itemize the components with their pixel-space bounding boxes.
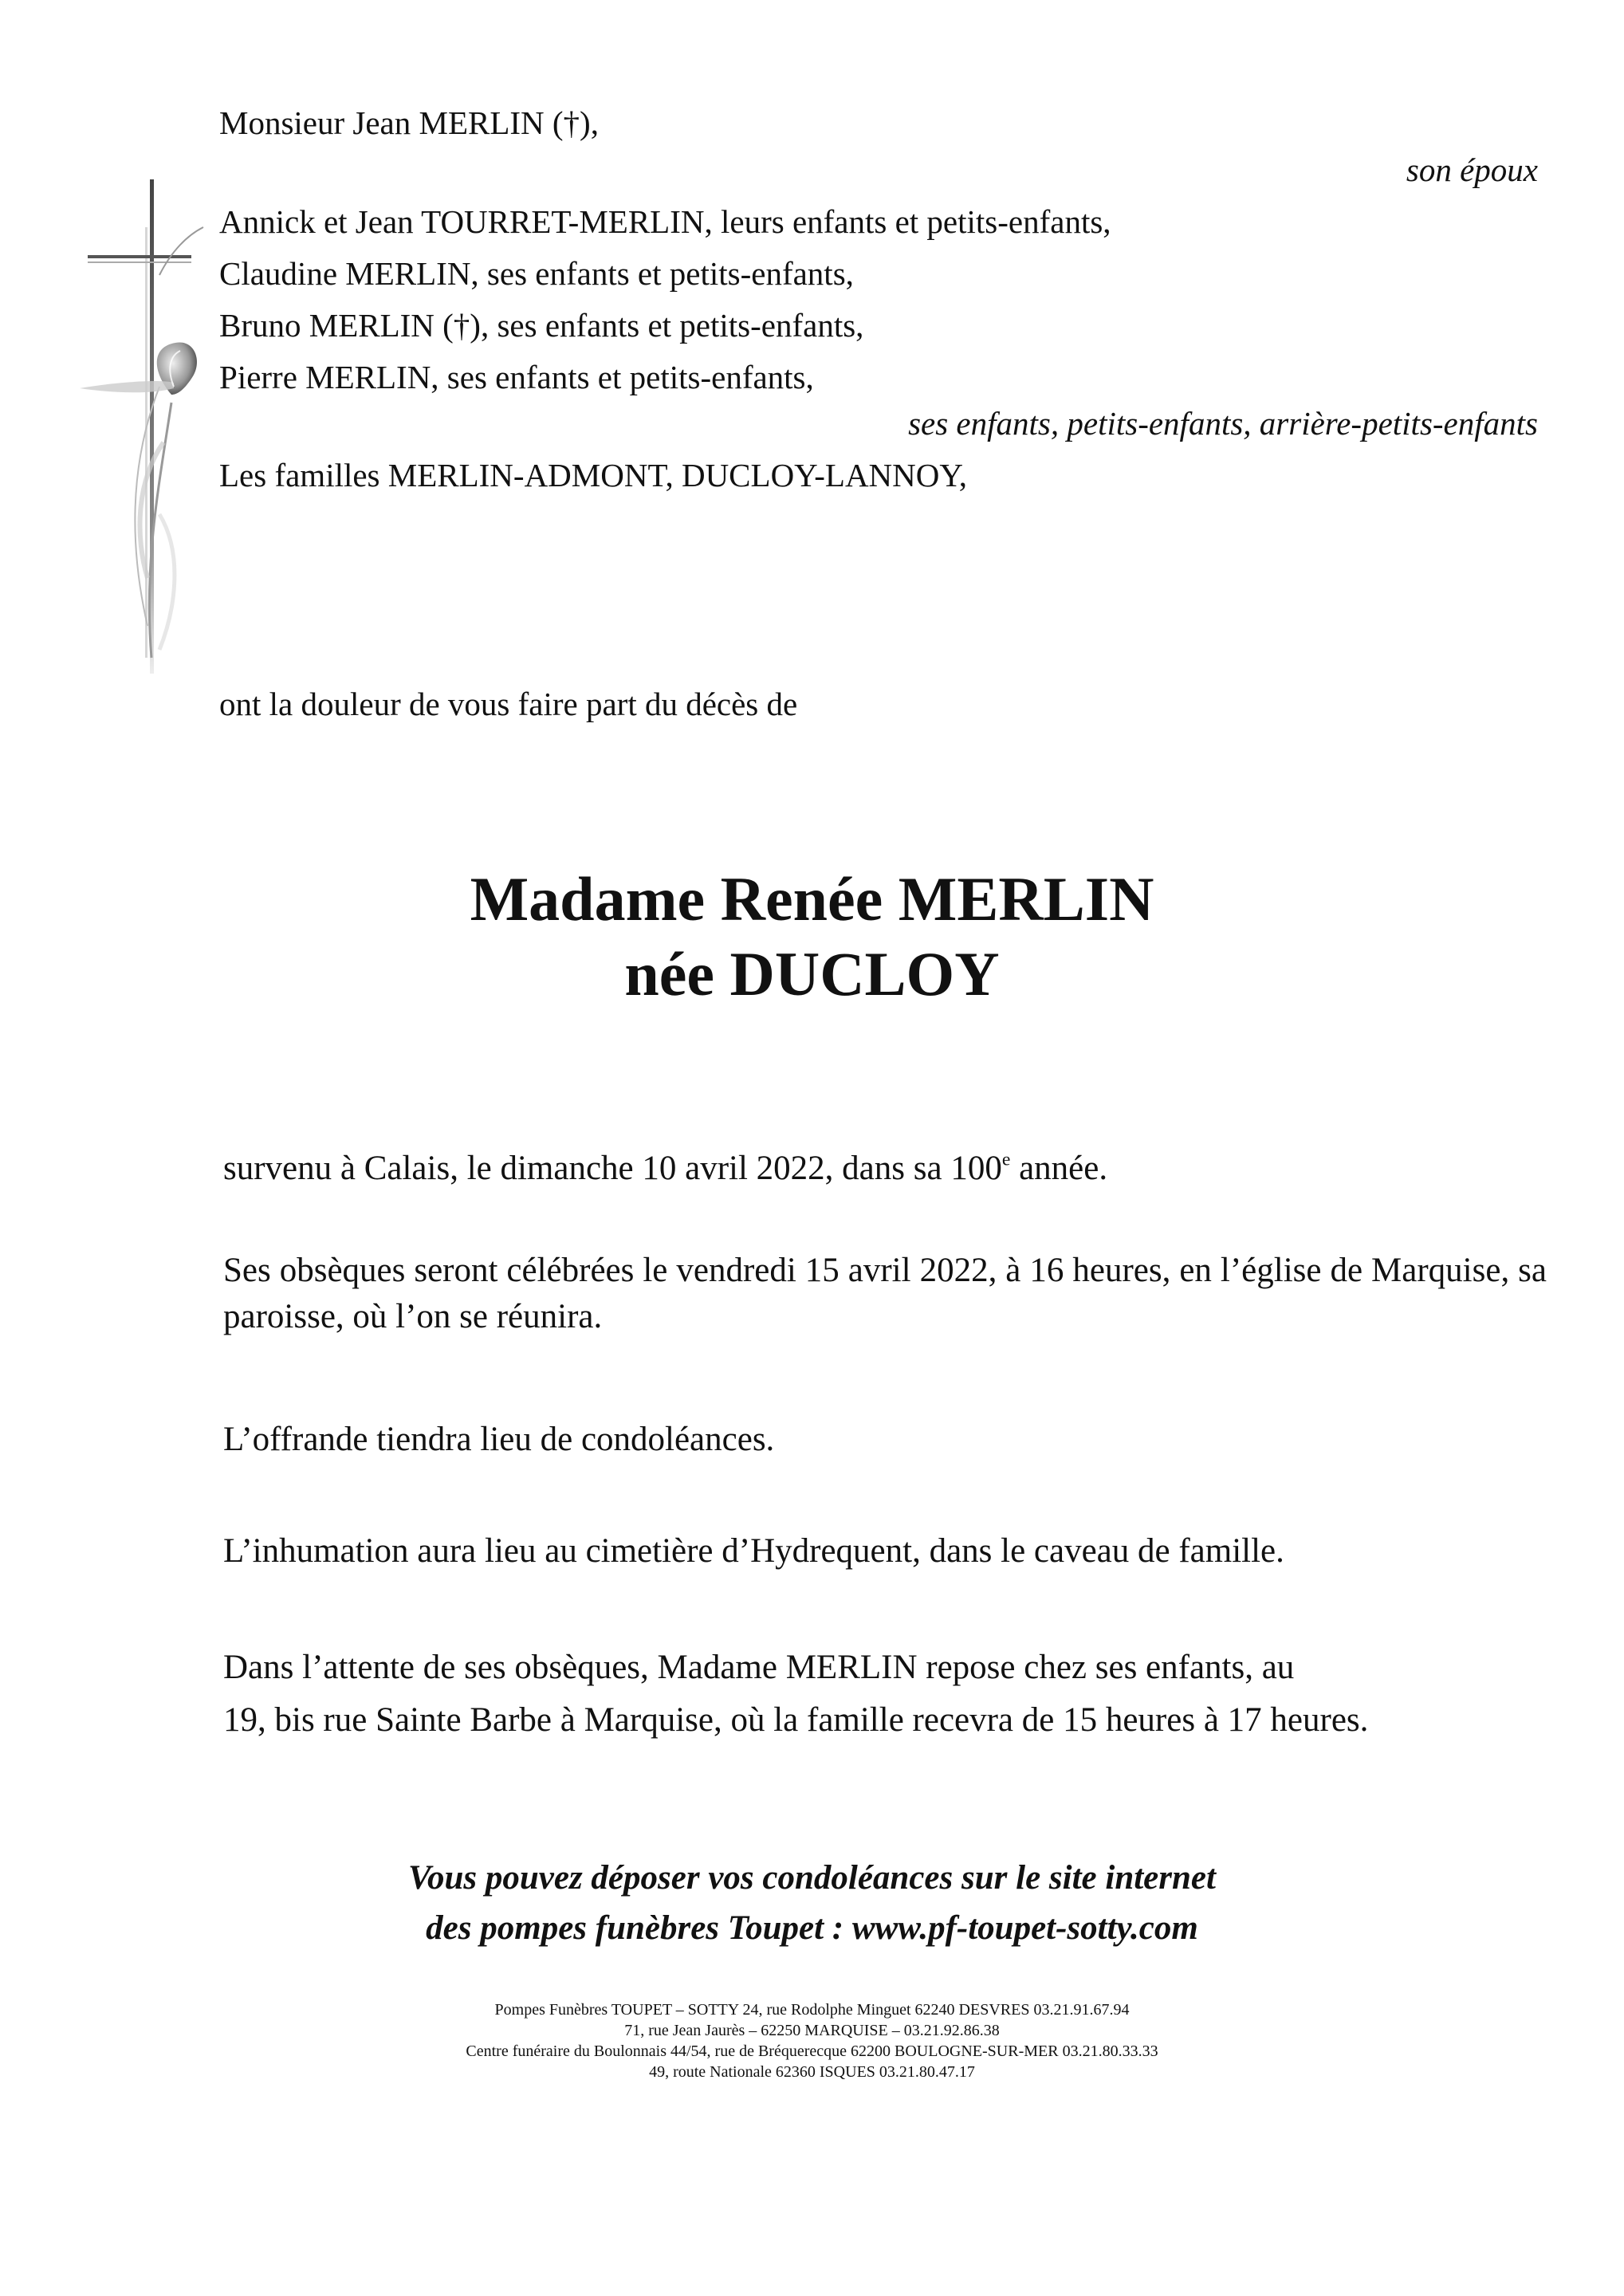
repose-line-2: 19, bis rue Sainte Barbe à Marquise, où la famille recevra de 15 heures à 17 heures.: [223, 1701, 1369, 1739]
funeral-details: Ses obsèques seront célébrées le vendredi 15 avril 2022, à 16 heures, en l’église de Marquise, sa paroisse, où l’on se réunira.: [223, 1252, 1547, 1335]
footer-line-3: Centre funéraire du Boulonnais 44/54, rue de Bréquerecque 62200 BOULOGNE-SUR-MER 03.21.80.33.33: [466, 2042, 1158, 2060]
children-role: ses enfants, petits-enfants, arrière-petits-enfants: [908, 405, 1538, 442]
death-details-end: année.: [1010, 1150, 1108, 1187]
repose-line-1: Dans l’attente de ses obsèques, Madame MERLIN repose chez ses enfants, au: [223, 1649, 1295, 1686]
footer-line-1: Pompes Funèbres TOUPET – SOTTY 24, rue Rodolphe Minguet 62240 DESVRES 03.21.91.67.94: [494, 2001, 1130, 2019]
families-line: Les familles MERLIN-ADMONT, DUCLOY-LANNOY,: [219, 457, 967, 493]
deceased-name: Madame Renée MERLIN: [470, 864, 1154, 934]
footer-line-2: 71, rue Jean Jaurès – 62250 MARQUISE – 03.21.92.86.38: [624, 2022, 1000, 2039]
deceased-maiden-name: née DUCLOY: [624, 939, 1000, 1008]
offering-text: L’offrande tiendra lieu de condoléances.: [223, 1421, 775, 1458]
footer-line-4: 49, route Nationale 62360 ISQUES 03.21.80.47.17: [649, 2063, 975, 2081]
death-details-superscript: e: [1001, 1149, 1011, 1170]
burial-text: L’inhumation aura lieu au cimetière d’Hydrequent, dans le caveau de famille.: [223, 1532, 1284, 1570]
child-line-3: Bruno MERLIN (†), ses enfants et petits-enfants,: [219, 307, 864, 344]
child-line-1: Annick et Jean TOURRET-MERLIN, leurs enfants et petits-enfants,: [219, 203, 1111, 240]
cross-lily-icon: [32, 179, 215, 690]
child-line-4: Pierre MERLIN, ses enfants et petits-enfants,: [219, 359, 814, 395]
death-details-main: survenu à Calais, le dimanche 10 avril 2022, dans sa 100: [223, 1150, 1002, 1187]
child-line-2: Claudine MERLIN, ses enfants et petits-enfants,: [219, 255, 854, 292]
spouse-role: son époux: [1406, 151, 1538, 188]
condolences-line-2: des pompes funèbres Toupet : www.pf-toupet-sotty.com: [426, 1909, 1198, 1947]
spouse-name: Monsieur Jean MERLIN (†),: [219, 104, 599, 141]
condolences-line-1: Vous pouvez déposer vos condoléances sur le site internet: [408, 1859, 1216, 1897]
announcement-text: ont la douleur de vous faire part du décès de: [219, 686, 798, 722]
death-details: [223, 1146, 1547, 1192]
